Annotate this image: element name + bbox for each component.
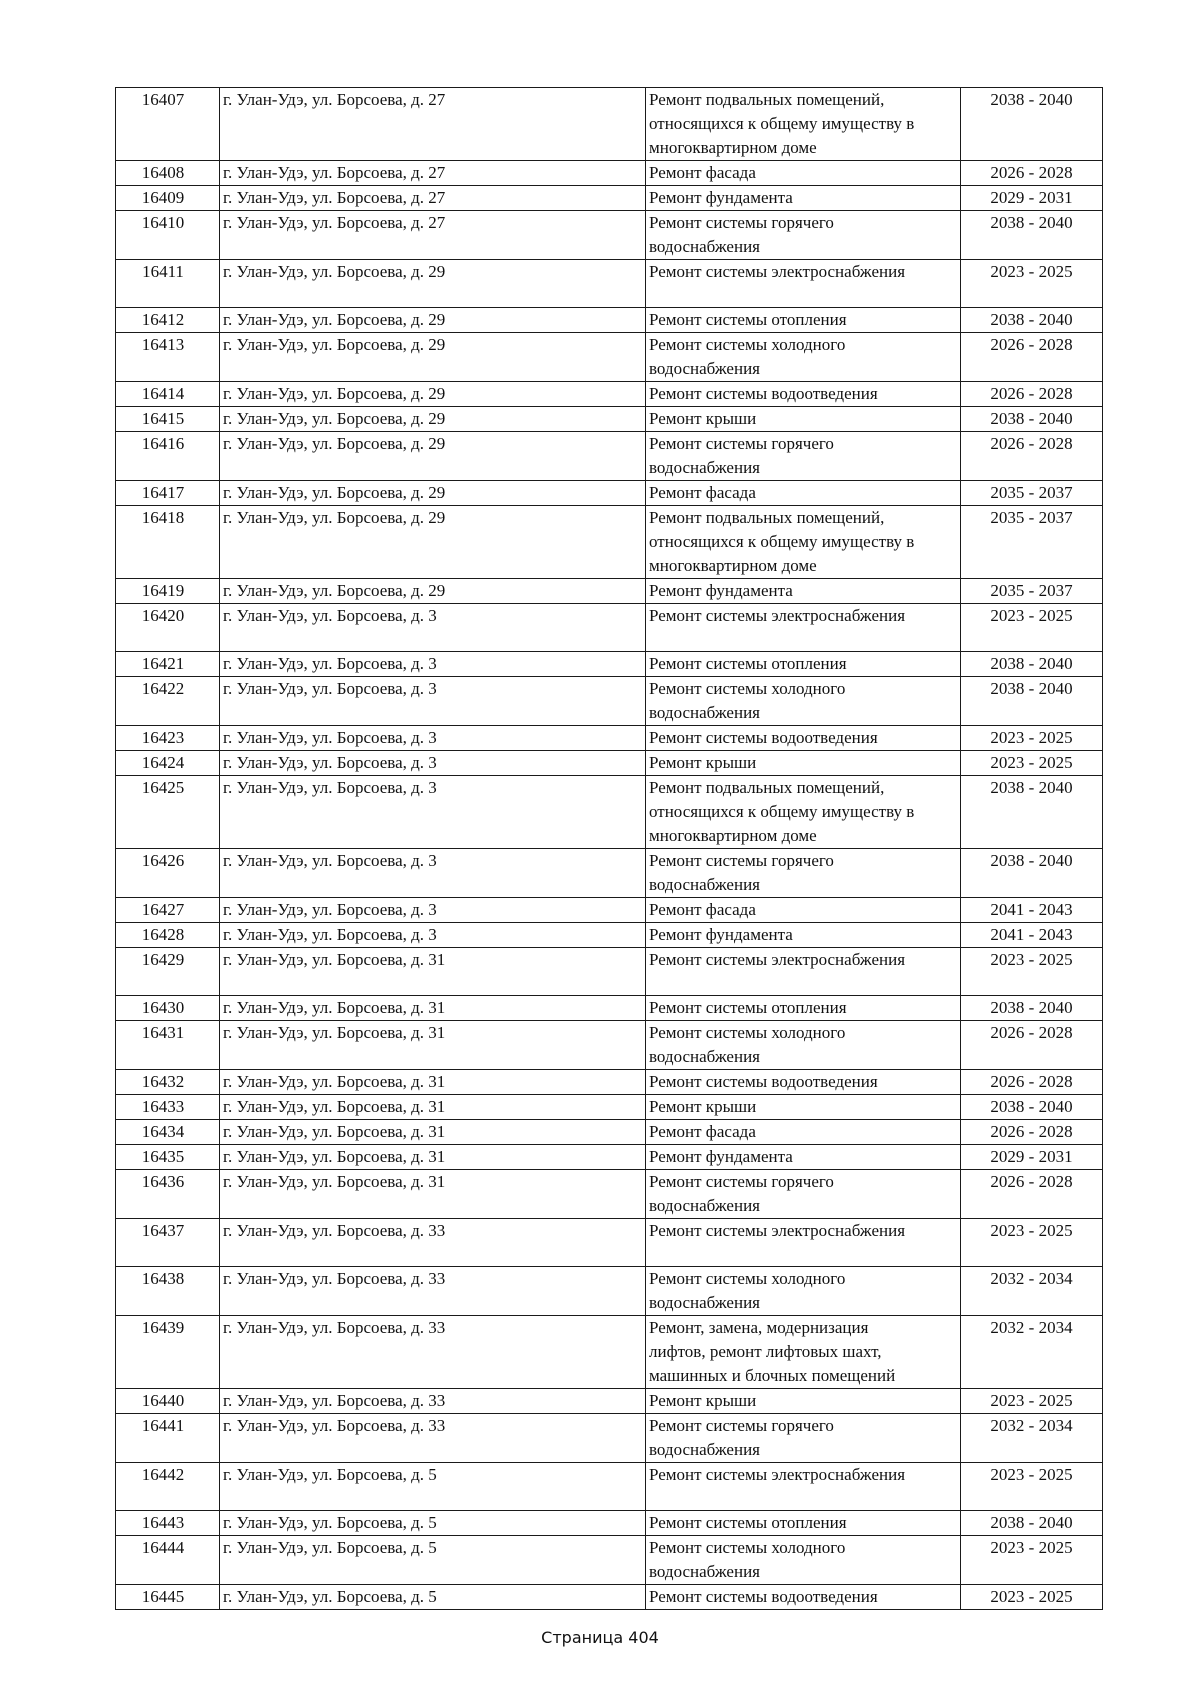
address-cell: г. Улан-Удэ, ул. Борсоева, д. 27 [220,161,646,186]
table-row [116,677,1103,726]
period-cell: 2026 - 2028 [961,1070,1103,1095]
address-cell: г. Улан-Удэ, ул. Борсоева, д. 29 [220,481,646,506]
work-type-cell: Ремонт системы горячего водоснабжения [646,1414,961,1463]
table-row [116,849,1103,898]
period-cell: 2026 - 2028 [961,1021,1103,1070]
table-row [116,1316,1103,1389]
period-cell: 2023 - 2025 [961,1389,1103,1414]
row-number-cell: 16408 [116,161,220,186]
row-number-cell: 16411 [116,260,220,308]
row-number-cell: 16419 [116,579,220,604]
table-row [116,776,1103,849]
work-type-cell: Ремонт системы горячего водоснабжения [646,1170,961,1219]
period-cell: 2023 - 2025 [961,948,1103,996]
work-type-cell: Ремонт фундамента [646,1145,961,1170]
table-row [116,751,1103,776]
table-row [116,604,1103,652]
address-cell: г. Улан-Удэ, ул. Борсоева, д. 29 [220,407,646,432]
address-cell: г. Улан-Удэ, ул. Борсоева, д. 33 [220,1414,646,1463]
work-type-cell: Ремонт фундамента [646,186,961,211]
period-cell: 2038 - 2040 [961,88,1103,161]
address-cell: г. Улан-Удэ, ул. Борсоева, д. 29 [220,579,646,604]
row-number-cell: 16417 [116,481,220,506]
row-number-cell: 16443 [116,1511,220,1536]
work-type-cell: Ремонт фасада [646,898,961,923]
row-number-cell: 16407 [116,88,220,161]
table-row [116,382,1103,407]
row-number-cell: 16428 [116,923,220,948]
period-cell: 2023 - 2025 [961,726,1103,751]
address-cell: г. Улан-Удэ, ул. Борсоева, д. 5 [220,1585,646,1610]
work-type-cell: Ремонт системы водоотведения [646,1585,961,1610]
period-cell: 2035 - 2037 [961,579,1103,604]
work-type-cell: Ремонт подвальных помещений, относящихся к общему имуществу в многоквартирном доме [646,776,961,849]
period-cell: 2026 - 2028 [961,1120,1103,1145]
address-cell: г. Улан-Удэ, ул. Борсоева, д. 5 [220,1463,646,1511]
period-cell: 2035 - 2037 [961,481,1103,506]
table-row [116,333,1103,382]
table-row [116,898,1103,923]
address-cell: г. Улан-Удэ, ул. Борсоева, д. 29 [220,308,646,333]
row-number-cell: 16427 [116,898,220,923]
row-number-cell: 16424 [116,751,220,776]
table-row [116,996,1103,1021]
work-type-cell: Ремонт системы холодного водоснабжения [646,1536,961,1585]
row-number-cell: 16418 [116,506,220,579]
address-cell: г. Улан-Удэ, ул. Борсоева, д. 3 [220,751,646,776]
work-type-cell: Ремонт фасада [646,1120,961,1145]
table-row [116,186,1103,211]
address-cell: г. Улан-Удэ, ул. Борсоева, д. 3 [220,652,646,677]
work-type-cell: Ремонт системы горячего водоснабжения [646,432,961,481]
period-cell: 2023 - 2025 [961,1536,1103,1585]
address-cell: г. Улан-Удэ, ул. Борсоева, д. 3 [220,923,646,948]
period-cell: 2023 - 2025 [961,1219,1103,1267]
period-cell: 2032 - 2034 [961,1316,1103,1389]
table-row [116,481,1103,506]
period-cell: 2038 - 2040 [961,1511,1103,1536]
address-cell: г. Улан-Удэ, ул. Борсоева, д. 31 [220,996,646,1021]
row-number-cell: 16429 [116,948,220,996]
table-row [116,308,1103,333]
period-cell: 2038 - 2040 [961,1095,1103,1120]
period-cell: 2032 - 2034 [961,1267,1103,1316]
period-cell: 2026 - 2028 [961,432,1103,481]
address-cell: г. Улан-Удэ, ул. Борсоева, д. 31 [220,1145,646,1170]
work-type-cell: Ремонт системы отопления [646,652,961,677]
row-number-cell: 16426 [116,849,220,898]
table-row [116,260,1103,308]
table-row [116,1463,1103,1511]
period-cell: 2038 - 2040 [961,996,1103,1021]
work-type-cell: Ремонт системы отопления [646,996,961,1021]
row-number-cell: 16442 [116,1463,220,1511]
row-number-cell: 16435 [116,1145,220,1170]
work-type-cell: Ремонт крыши [646,1095,961,1120]
row-number-cell: 16438 [116,1267,220,1316]
period-cell: 2038 - 2040 [961,677,1103,726]
table-row [116,407,1103,432]
row-number-cell: 16445 [116,1585,220,1610]
work-type-cell: Ремонт системы электроснабжения [646,1463,961,1511]
row-number-cell: 16434 [116,1120,220,1145]
work-type-cell: Ремонт системы водоотведения [646,382,961,407]
period-cell: 2041 - 2043 [961,898,1103,923]
work-type-cell: Ремонт крыши [646,751,961,776]
work-type-cell: Ремонт фундамента [646,923,961,948]
work-type-cell: Ремонт системы отопления [646,308,961,333]
row-number-cell: 16415 [116,407,220,432]
work-type-cell: Ремонт фасада [646,481,961,506]
row-number-cell: 16423 [116,726,220,751]
table-row [116,211,1103,260]
address-cell: г. Улан-Удэ, ул. Борсоева, д. 29 [220,333,646,382]
address-cell: г. Улан-Удэ, ул. Борсоева, д. 31 [220,948,646,996]
table-row [116,1145,1103,1170]
table-row [116,1021,1103,1070]
period-cell: 2038 - 2040 [961,407,1103,432]
period-cell: 2038 - 2040 [961,652,1103,677]
work-type-cell: Ремонт системы электроснабжения [646,1219,961,1267]
row-number-cell: 16433 [116,1095,220,1120]
row-number-cell: 16422 [116,677,220,726]
work-type-cell: Ремонт системы водоотведения [646,1070,961,1095]
address-cell: г. Улан-Удэ, ул. Борсоева, д. 31 [220,1021,646,1070]
period-cell: 2035 - 2037 [961,506,1103,579]
row-number-cell: 16425 [116,776,220,849]
table-row [116,579,1103,604]
row-number-cell: 16431 [116,1021,220,1070]
row-number-cell: 16410 [116,211,220,260]
period-cell: 2026 - 2028 [961,333,1103,382]
address-cell: г. Улан-Удэ, ул. Борсоева, д. 29 [220,506,646,579]
work-type-cell: Ремонт системы электроснабжения [646,948,961,996]
address-cell: г. Улан-Удэ, ул. Борсоева, д. 27 [220,186,646,211]
period-cell: 2041 - 2043 [961,923,1103,948]
period-cell: 2029 - 2031 [961,1145,1103,1170]
work-type-cell: Ремонт системы холодного водоснабжения [646,1267,961,1316]
row-number-cell: 16444 [116,1536,220,1585]
table-row [116,1536,1103,1585]
work-type-cell: Ремонт подвальных помещений, относящихся к общему имуществу в многоквартирном доме [646,506,961,579]
row-number-cell: 16420 [116,604,220,652]
table-body [116,88,1103,1610]
table-row [116,1120,1103,1145]
table-row [116,161,1103,186]
work-type-cell: Ремонт подвальных помещений, относящихся к общему имуществу в многоквартирном доме [646,88,961,161]
table-row [116,1389,1103,1414]
row-number-cell: 16439 [116,1316,220,1389]
table-row [116,948,1103,996]
address-cell: г. Улан-Удэ, ул. Борсоева, д. 31 [220,1070,646,1095]
address-cell: г. Улан-Удэ, ул. Борсоева, д. 31 [220,1095,646,1120]
address-cell: г. Улан-Удэ, ул. Борсоева, д. 5 [220,1511,646,1536]
address-cell: г. Улан-Удэ, ул. Борсоева, д. 29 [220,382,646,407]
address-cell: г. Улан-Удэ, ул. Борсоева, д. 29 [220,260,646,308]
work-type-cell: Ремонт крыши [646,407,961,432]
work-type-cell: Ремонт системы холодного водоснабжения [646,1021,961,1070]
table-row [116,1267,1103,1316]
address-cell: г. Улан-Удэ, ул. Борсоева, д. 3 [220,849,646,898]
period-cell: 2023 - 2025 [961,260,1103,308]
table-row [116,1095,1103,1120]
work-type-cell: Ремонт системы водоотведения [646,726,961,751]
address-cell: г. Улан-Удэ, ул. Борсоева, д. 27 [220,211,646,260]
work-type-cell: Ремонт фундамента [646,579,961,604]
address-cell: г. Улан-Удэ, ул. Борсоева, д. 33 [220,1316,646,1389]
period-cell: 2038 - 2040 [961,849,1103,898]
row-number-cell: 16441 [116,1414,220,1463]
period-cell: 2023 - 2025 [961,751,1103,776]
period-cell: 2029 - 2031 [961,186,1103,211]
period-cell: 2038 - 2040 [961,211,1103,260]
table-row [116,1170,1103,1219]
table-row [116,1414,1103,1463]
row-number-cell: 16416 [116,432,220,481]
row-number-cell: 16430 [116,996,220,1021]
row-number-cell: 16413 [116,333,220,382]
work-type-cell: Ремонт, замена, модернизация лифтов, ремонт лифтовых шахт, машинных и блочных помещений [646,1316,961,1389]
address-cell: г. Улан-Удэ, ул. Борсоева, д. 31 [220,1120,646,1145]
address-cell: г. Улан-Удэ, ул. Борсоева, д. 3 [220,677,646,726]
address-cell: г. Улан-Удэ, ул. Борсоева, д. 27 [220,88,646,161]
address-cell: г. Улан-Удэ, ул. Борсоева, д. 3 [220,898,646,923]
period-cell: 2032 - 2034 [961,1414,1103,1463]
row-number-cell: 16437 [116,1219,220,1267]
table-row [116,726,1103,751]
address-cell: г. Улан-Удэ, ул. Борсоева, д. 33 [220,1267,646,1316]
work-type-cell: Ремонт системы электроснабжения [646,260,961,308]
address-cell: г. Улан-Удэ, ул. Борсоева, д. 33 [220,1389,646,1414]
table-row [116,1219,1103,1267]
work-type-cell: Ремонт крыши [646,1389,961,1414]
row-number-cell: 16440 [116,1389,220,1414]
table-row [116,923,1103,948]
row-number-cell: 16409 [116,186,220,211]
period-cell: 2023 - 2025 [961,1463,1103,1511]
work-type-cell: Ремонт системы холодного водоснабжения [646,333,961,382]
work-type-cell: Ремонт системы отопления [646,1511,961,1536]
period-cell: 2026 - 2028 [961,382,1103,407]
address-cell: г. Улан-Удэ, ул. Борсоева, д. 3 [220,726,646,751]
work-type-cell: Ремонт системы горячего водоснабжения [646,849,961,898]
address-cell: г. Улан-Удэ, ул. Борсоева, д. 29 [220,432,646,481]
row-number-cell: 16436 [116,1170,220,1219]
period-cell: 2023 - 2025 [961,604,1103,652]
table-row [116,1511,1103,1536]
table-row [116,432,1103,481]
row-number-cell: 16421 [116,652,220,677]
row-number-cell: 16412 [116,308,220,333]
table-row [116,1585,1103,1610]
address-cell: г. Улан-Удэ, ул. Борсоева, д. 3 [220,604,646,652]
period-cell: 2038 - 2040 [961,308,1103,333]
address-cell: г. Улан-Удэ, ул. Борсоева, д. 31 [220,1170,646,1219]
row-number-cell: 16414 [116,382,220,407]
period-cell: 2038 - 2040 [961,776,1103,849]
address-cell: г. Улан-Удэ, ул. Борсоева, д. 3 [220,776,646,849]
table-row [116,652,1103,677]
row-number-cell: 16432 [116,1070,220,1095]
repair-schedule-table [115,87,1103,1610]
table-row [116,1070,1103,1095]
table-row [116,88,1103,161]
period-cell: 2026 - 2028 [961,1170,1103,1219]
address-cell: г. Улан-Удэ, ул. Борсоева, д. 5 [220,1536,646,1585]
period-cell: 2026 - 2028 [961,161,1103,186]
work-type-cell: Ремонт системы электроснабжения [646,604,961,652]
table-row [116,506,1103,579]
work-type-cell: Ремонт фасада [646,161,961,186]
address-cell: г. Улан-Удэ, ул. Борсоева, д. 33 [220,1219,646,1267]
page-number: Страница 404 [541,1628,659,1647]
work-type-cell: Ремонт системы холодного водоснабжения [646,677,961,726]
work-type-cell: Ремонт системы горячего водоснабжения [646,211,961,260]
period-cell: 2023 - 2025 [961,1585,1103,1610]
